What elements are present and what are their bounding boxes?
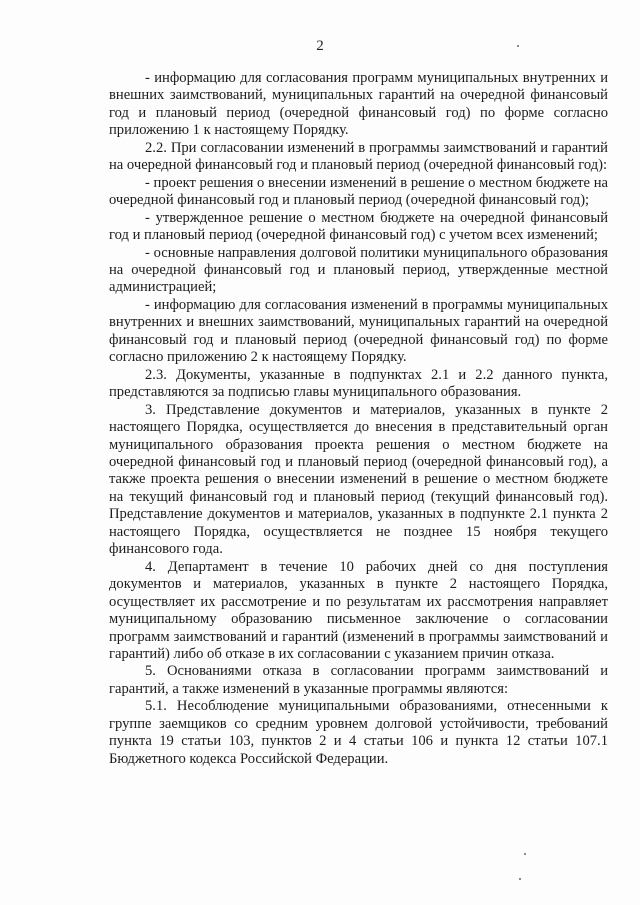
paragraph-bullet-info-programs: - информацию для согласования программ муниципальных внутренних и внешних заимствований, муниципальных гарантий на очередной финансовый год и плановый период (очередной финансовый год) по форме согласно приложению 1 к настоящему Порядку. [109, 70, 608, 139]
document-body [109, 70, 608, 768]
scan-speck [519, 878, 521, 880]
paragraph-bullet-info-changes: - информацию для согласования изменений в программы муниципальных внутренних и внешних заимствований, муниципальных гарантий на очередной финансовый год и плановый период (очередной финансовый год) по форме согласно приложению 2 к настоящему Порядку. [109, 296, 608, 366]
paragraph-bullet-debt-policy: - основные направления долговой политики муниципального образования на очередной финансовый год и плановый период, утвержденные местной администрацией; [109, 244, 608, 296]
scan-speck [524, 853, 526, 855]
paragraph-5: 5. Основаниями отказа в согласовании программ заимствований и гарантий, а также изменений в указанные программы являются: [109, 663, 608, 697]
paragraph-2-2: 2.2. При согласовании изменений в программы заимствований и гарантий на очередной финансовый год и плановый период (очередной финансовый год): [109, 139, 608, 174]
paragraph-bullet-draft-decision: - проект решения о внесении изменений в решение о местном бюджете на очередной финансовый год и плановый период (очередной финансовый год); [109, 174, 608, 209]
paragraph-bullet-approved-decision: - утвержденное решение о местном бюджете на очередной финансовый год и плановый период (очередной финансовый год) с учетом всех изменений; [109, 209, 608, 244]
scan-speck [517, 45, 519, 47]
page-number: 2 [316, 38, 324, 54]
paragraph-2-3: 2.3. Документы, указанные в подпунктах 2.1 и 2.2 данного пункта, представляются за подписью главы муниципального образования. [109, 366, 608, 401]
paragraph-4: 4. Департамент в течение 10 рабочих дней со дня поступления документов и материалов, указанных в пункте 2 настоящего Порядка, осуществляет их рассмотрение и по результатам их рассмотрения направляет муниципальному образованию письменное заключение о согласовании программ заимствований и гарантий (изменений в программы заимствований и гарантий) либо об отказе в их согласовании с указанием причин отказа. [109, 558, 608, 662]
paragraph-5-1: 5.1. Несоблюдение муниципальными образованиями, отнесенными к группе заемщиков со средним уровнем долговой устойчивости, требований пункта 19 статьи 103, пунктов 2 и 4 статьи 106 и пункта 12 статьи 107.1 Бюджетного кодекса Российской Федерации. [109, 698, 608, 767]
paragraph-3: 3. Представление документов и материалов, указанных в пункте 2 настоящего Порядка, осуществляется до внесения в представительный орган муниципального образования проекта решения о местном бюджете на очередной финансовый год и плановый период (очередной финансовый год), а также проекта решения о внесении изменений в решение о местном бюджете на текущий финансовый год и плановый период (текущий финансовый год). Представление документов и материалов, указанных в подпункте 2.1 пункта 2 настоящего Порядка, осуществляется не позднее 15 ноября текущего финансового года. [109, 401, 608, 558]
